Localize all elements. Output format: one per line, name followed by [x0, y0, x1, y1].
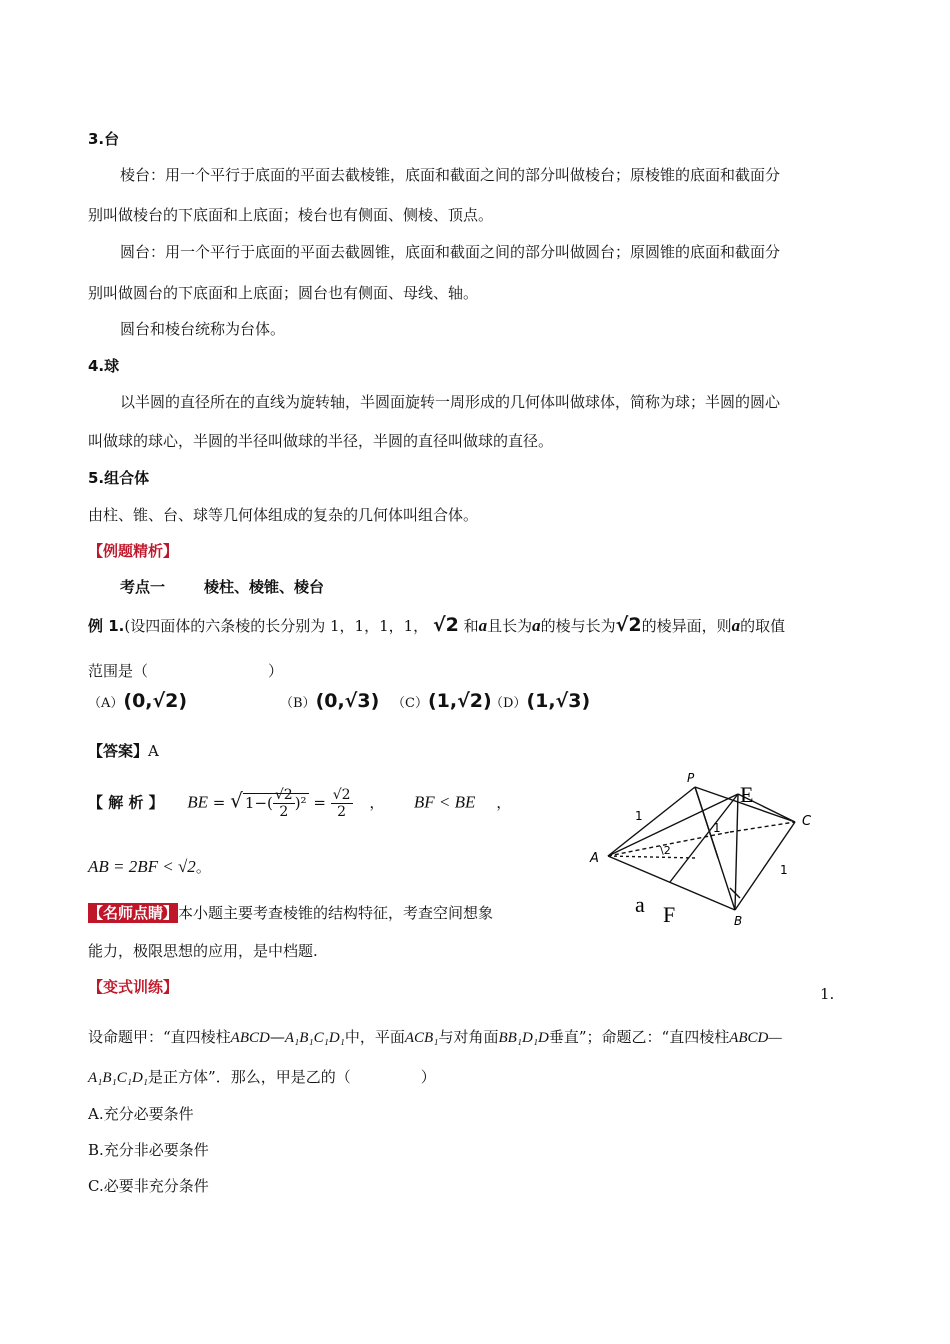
answer-line — [88, 740, 159, 761]
alpha-math: a — [731, 616, 741, 635]
paragraph: 圆台和棱台统称为台体。 — [120, 320, 286, 338]
option-b: （B）(0,√3) — [280, 690, 380, 712]
analysis-label: 【 解 析 】 — [88, 793, 164, 812]
label-f: F — [663, 902, 676, 927]
edge-dash-2 — [730, 822, 795, 832]
label-c: C — [802, 814, 812, 829]
label-one-right: 1 — [780, 863, 788, 877]
section-5-heading: 5.组合体 — [88, 469, 150, 487]
variant-header: 【变式训练】 — [88, 978, 179, 996]
section-3-heading: 3.台 — [88, 130, 120, 148]
sqrt2-math: √2 — [615, 614, 642, 636]
tip-line-2: 能力，极限思想的应用，是中档题. — [88, 942, 318, 960]
option-d: （D）(1,√3) — [490, 690, 591, 712]
tip-label: 【名师点睛】 — [88, 904, 179, 922]
label-half: \2 — [660, 844, 671, 857]
label-alpha: a — [635, 892, 645, 917]
variant-option-b: B.充分非必要条件 — [88, 1141, 209, 1159]
variant-question-cont: A₁B₁C₁D₁是正方体”．那么，甲是乙的（ ） — [88, 1068, 436, 1086]
section-4-heading: 4.球 — [88, 357, 120, 375]
sqrt2-math: √2 — [432, 614, 459, 636]
label-p: P — [687, 771, 695, 785]
answer-value: A — [148, 742, 159, 760]
topic-title: 棱柱、棱锥、棱台 — [204, 578, 325, 596]
paragraph: 以半圆的直径所在的直线为旋转轴，半圆面旋转一周形成的几何体叫做球体，简称为球；半圆的圆心 — [120, 393, 781, 411]
analysis-line-2: AB = 2BF < √2。 — [88, 857, 211, 876]
paragraph: 别叫做棱台的下底面和上底面；棱台也有侧面、侧棱、顶点。 — [88, 206, 494, 224]
analysis-line: 【 解 析 】 BE = √ 1−( $\frac{√2}{2}$ )² = $\frac{√2}{2}$ ， BF < BE ， — [88, 787, 512, 820]
tip-line: 【名师点睛】本小题主要考查棱锥的结构特征，考查空间想象 — [88, 904, 494, 922]
paragraph: 棱台：用一个平行于底面的平面去截棱锥，底面和截面之间的部分叫做棱台；原棱锥的底面和截面分 — [120, 166, 781, 184]
variant-option-a: A.充分必要条件 — [88, 1105, 194, 1123]
variant-option-c: C.必要非充分条件 — [88, 1177, 209, 1195]
topic-label: 考点一 — [120, 578, 166, 596]
paragraph: 由柱、锥、台、球等几何体组成的复杂的几何体叫组合体。 — [88, 506, 479, 524]
example-1-question: 例 1.(设四面体的六条棱的长分别为 1，1，1，1， √2 和a且长为a的棱与长为√2的棱异面，则a的取值 — [88, 614, 786, 636]
edge-dash-3 — [608, 856, 695, 858]
option-a: （A）(0,√2) — [88, 690, 188, 712]
answer-label: 【答案】 — [88, 742, 149, 760]
label-b: B — [734, 914, 743, 928]
example-header: 【例题精析】 — [88, 542, 179, 560]
label-e: E — [740, 782, 754, 807]
label-one-mid: 1 — [713, 821, 721, 835]
label-a: A — [590, 851, 599, 866]
edge-fe — [670, 794, 738, 882]
alpha-math: a — [532, 616, 541, 635]
variant-number: 1. — [820, 985, 835, 1003]
paragraph: 圆台：用一个平行于底面的平面去截圆锥，底面和截面之间的部分叫做圆台；原圆锥的底面和截面分 — [120, 243, 781, 261]
paragraph: 叫做球的球心，半圆的半径叫做球的半径，半圆的直径叫做球的直径。 — [88, 432, 554, 450]
variant-question: 设命题甲：“直四棱柱ABCD—A₁B₁C₁D₁中，平面ACB₁与对角面BB₁D₁D垂直”；命题乙：“直四棱柱ABCD— — [88, 1028, 782, 1046]
option-c: （C）(1,√2) — [392, 690, 492, 712]
tetrahedron-figure — [580, 770, 820, 930]
alpha-math: a — [478, 616, 488, 635]
paragraph: 别叫做圆台的下底面和上底面；圆台也有侧面、母线、轴。 — [88, 284, 479, 302]
example-label: 例 1. — [88, 617, 125, 635]
label-one-left: 1 — [635, 809, 643, 823]
example-1-question-cont: 范围是（ ） — [88, 662, 284, 680]
